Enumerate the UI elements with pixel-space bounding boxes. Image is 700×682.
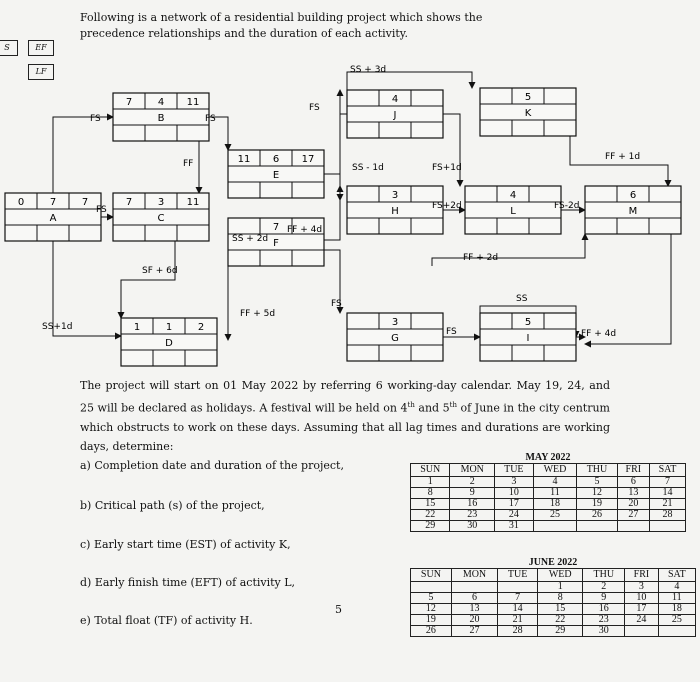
- relation-label: FS: [205, 114, 216, 124]
- calendar-date-cell: 3: [625, 582, 659, 593]
- calendar-week-row: [411, 582, 696, 593]
- calendar-date-cell: 4: [533, 477, 577, 488]
- calendar-date-cell: 9: [583, 593, 625, 604]
- calendar-day-header: TUE: [495, 464, 534, 477]
- node-es-value: 0: [17, 197, 25, 208]
- calendar-day-header: SAT: [658, 569, 695, 582]
- calendar-date-cell: 14: [498, 604, 538, 615]
- calendar-date-cell: 21: [498, 615, 538, 626]
- relation-label: SS + 2d: [232, 234, 269, 244]
- calendar-date-cell: 29: [538, 626, 583, 637]
- calendar-week-row: [411, 626, 696, 637]
- node-es-value: 1: [133, 322, 141, 333]
- relation-label: FS: [446, 327, 457, 337]
- node-duration: 4: [391, 94, 399, 105]
- node-activity-label: G: [391, 333, 399, 344]
- calendar-date-cell: 12: [577, 488, 617, 499]
- intro-line-2: precedence relationships and the duration of each activity.: [80, 27, 409, 40]
- margin-note-ef: EF: [28, 40, 54, 56]
- calendar-date-cell: [498, 582, 538, 593]
- calendar-day-header: WED: [533, 464, 577, 477]
- calendar-day-header: MON: [451, 569, 497, 582]
- activity-node-d: [121, 318, 217, 366]
- calendar-date-cell: 24: [625, 615, 659, 626]
- calendar-date-cell: 23: [450, 510, 495, 521]
- calendar-day-header: TUE: [498, 569, 538, 582]
- margin-note-lf: LF: [28, 64, 54, 80]
- calendar-week-row: [411, 521, 686, 532]
- node-duration: 5: [524, 317, 532, 328]
- activity-node-g: [347, 313, 443, 361]
- node-activity-label: K: [524, 108, 532, 119]
- activity-node-j: [347, 90, 443, 138]
- question-a: [80, 459, 344, 472]
- page-number: 5: [335, 603, 342, 616]
- calendar-date-cell: 13: [451, 604, 497, 615]
- calendar-date-cell: [533, 521, 577, 532]
- precedence-arrow: [443, 114, 460, 186]
- activity-node-b: [113, 93, 209, 141]
- calendar-june-2022: [410, 557, 696, 637]
- calendar-date-cell: [411, 582, 452, 593]
- node-duration: 4: [509, 190, 517, 201]
- node-es-value: 11: [237, 154, 251, 165]
- calendar-date-cell: 13: [617, 488, 649, 499]
- relation-label: SS - 1d: [352, 163, 384, 173]
- calendar-date-cell: 20: [451, 615, 497, 626]
- calendar-date-cell: [625, 626, 659, 637]
- calendar-date-cell: 25: [658, 615, 695, 626]
- calendar-date-cell: 27: [617, 510, 649, 521]
- question-c: [80, 538, 291, 551]
- intro-line-1: Following is a network of a residential building project which shows the: [80, 11, 483, 24]
- relation-label: FS-2d: [554, 201, 580, 211]
- calendar-day-header: SUN: [411, 569, 452, 582]
- calendar-date-cell: 16: [450, 499, 495, 510]
- relation-label: SS: [516, 294, 528, 304]
- calendar-date-cell: 1: [538, 582, 583, 593]
- relation-label: FS: [309, 103, 320, 113]
- calendar-date-cell: 5: [411, 593, 452, 604]
- node-duration: 3: [391, 317, 399, 328]
- calendar-date-cell: 25: [533, 510, 577, 521]
- node-duration: 6: [629, 190, 637, 201]
- relation-label: FS: [90, 114, 101, 124]
- question-label: a): [80, 459, 91, 472]
- relation-label: SS + 3d: [350, 65, 387, 75]
- calendar-week-row: [411, 593, 696, 604]
- activity-node-h: [347, 186, 443, 234]
- calendar-date-cell: 5: [577, 477, 617, 488]
- calendar-date-cell: 12: [411, 604, 452, 615]
- activity-node-m: [585, 186, 681, 234]
- question-e: [80, 614, 253, 627]
- calendar-title: MAY 2022: [525, 452, 571, 463]
- calendar-date-cell: 29: [411, 521, 450, 532]
- calendar-week-row: [411, 604, 696, 615]
- problem-paragraph: The project will start on 01 May 2022 by referring 6 working-day calendar. May 19, 24, and 25 will be declared as holidays. A festival will be held on 4th and 5th of June in the city centrum which obstructs to work on these days. Assuming that all lag times and durations are working days, determine:: [80, 379, 610, 454]
- calendar-day-header: THU: [577, 464, 617, 477]
- relation-label: FF + 4d: [287, 225, 323, 235]
- node-ef-value: 2: [197, 322, 205, 333]
- question-label: e): [80, 614, 91, 627]
- node-activity-label: A: [49, 213, 57, 224]
- calendar-date-cell: 22: [538, 615, 583, 626]
- relation-label: FF + 5d: [240, 309, 276, 319]
- calendar-date-cell: 24: [495, 510, 534, 521]
- node-activity-label: C: [157, 213, 165, 224]
- node-duration: 4: [157, 97, 165, 108]
- question-text: Completion date and duration of the project,: [94, 459, 344, 472]
- calendar-week-row: [411, 510, 686, 521]
- activity-node-i: [480, 313, 576, 361]
- calendar-date-cell: 28: [650, 510, 686, 521]
- node-activity-label: D: [165, 338, 173, 349]
- calendar-day-header: THU: [583, 569, 625, 582]
- calendar-date-cell: 1: [411, 477, 450, 488]
- precedence-arrow: [121, 241, 175, 318]
- activity-node-a: [5, 193, 101, 241]
- node-duration: 3: [157, 197, 165, 208]
- calendar-day-header: FRI: [625, 569, 659, 582]
- relation-label: FS+2d: [432, 201, 462, 211]
- node-duration: 3: [391, 190, 399, 201]
- calendar-date-cell: 19: [411, 615, 452, 626]
- activity-node-e: [228, 150, 324, 198]
- calendar-date-cell: 19: [577, 499, 617, 510]
- activity-node-k: [480, 88, 576, 136]
- calendar-date-cell: 15: [411, 499, 450, 510]
- question-b: [80, 499, 265, 512]
- calendar-date-cell: 30: [450, 521, 495, 532]
- node-activity-label: J: [393, 110, 397, 121]
- calendar-date-cell: 27: [451, 626, 497, 637]
- calendar-date-cell: 10: [495, 488, 534, 499]
- calendar-date-cell: 10: [625, 593, 659, 604]
- calendar-date-cell: 8: [538, 593, 583, 604]
- question-label: c): [80, 538, 91, 551]
- relation-label: FF + 1d: [605, 152, 641, 162]
- calendar-date-cell: [617, 521, 649, 532]
- question-label: d): [80, 576, 92, 589]
- node-ef-value: 17: [301, 154, 315, 165]
- calendar-date-cell: 9: [450, 488, 495, 499]
- node-ef-value: 7: [81, 197, 89, 208]
- calendar-date-cell: 14: [650, 488, 686, 499]
- calendar-date-cell: 17: [625, 604, 659, 615]
- node-duration: 7: [49, 197, 57, 208]
- node-duration: 1: [165, 322, 173, 333]
- relation-label: SS+1d: [42, 322, 73, 332]
- activity-node-c: [113, 193, 209, 241]
- calendar-date-cell: 17: [495, 499, 534, 510]
- node-activity-label: E: [272, 170, 280, 181]
- calendar-date-cell: 22: [411, 510, 450, 521]
- calendar-date-cell: 21: [650, 499, 686, 510]
- precedence-arrow: [324, 90, 340, 174]
- node-activity-label: B: [157, 113, 165, 124]
- node-es-value: 7: [125, 97, 133, 108]
- node-activity-label: F: [273, 238, 279, 249]
- node-es-value: 7: [125, 197, 133, 208]
- node-ef-value: 11: [186, 97, 200, 108]
- calendar-date-cell: 18: [658, 604, 695, 615]
- relation-label: FS+1d: [432, 163, 462, 173]
- question-text: Early finish time (EFT) of activity L,: [94, 576, 296, 589]
- calendar-date-cell: 26: [577, 510, 617, 521]
- relation-label: FF: [183, 159, 194, 169]
- question-d: [80, 576, 295, 589]
- calendar-date-cell: 2: [583, 582, 625, 593]
- relation-label: FS: [331, 299, 342, 309]
- relation-label: SF + 6d: [142, 266, 178, 276]
- calendar-date-cell: 4: [658, 582, 695, 593]
- calendar-day-header: WED: [538, 569, 583, 582]
- calendar-date-cell: 6: [617, 477, 649, 488]
- question-text: Critical path (s) of the project,: [94, 499, 265, 512]
- calendar-date-cell: [658, 626, 695, 637]
- question-label: b): [80, 499, 92, 512]
- calendar-date-cell: 15: [538, 604, 583, 615]
- activity-node-l: [465, 186, 561, 234]
- calendar-date-cell: 11: [533, 488, 577, 499]
- calendar-date-cell: 18: [533, 499, 577, 510]
- calendar-date-cell: 7: [498, 593, 538, 604]
- calendar-week-row: [411, 477, 686, 488]
- calendar-date-cell: 23: [583, 615, 625, 626]
- precedence-arrow: [585, 234, 671, 344]
- calendar-week-row: [411, 615, 696, 626]
- node-activity-label: I: [526, 333, 530, 344]
- node-duration: 6: [272, 154, 280, 165]
- question-text: Total float (TF) of activity H.: [94, 614, 253, 627]
- calendar-date-cell: [577, 521, 617, 532]
- node-duration: 5: [524, 92, 532, 103]
- calendar-may-2022: [410, 452, 686, 532]
- calendar-day-header: SUN: [411, 464, 450, 477]
- precedence-arrow: [53, 117, 113, 193]
- calendar-date-cell: 3: [495, 477, 534, 488]
- calendar-date-cell: [650, 521, 686, 532]
- relation-label: FF + 4d: [581, 329, 617, 339]
- calendar-date-cell: 7: [650, 477, 686, 488]
- margin-note-s: S: [0, 40, 18, 56]
- calendar-date-cell: 11: [658, 593, 695, 604]
- calendar-date-cell: 16: [583, 604, 625, 615]
- question-text: Early start time (EST) of activity K,: [93, 538, 291, 551]
- calendar-week-row: [411, 499, 686, 510]
- precedence-arrow: [340, 114, 347, 200]
- calendar-date-cell: 26: [411, 626, 452, 637]
- calendar-week-row: [411, 488, 686, 499]
- calendar-date-cell: 2: [450, 477, 495, 488]
- calendar-day-header: FRI: [617, 464, 649, 477]
- node-ef-value: 11: [186, 197, 200, 208]
- precedence-arrow: [324, 186, 340, 240]
- calendar-day-header: SAT: [650, 464, 686, 477]
- calendar-date-cell: 6: [451, 593, 497, 604]
- calendar-date-cell: 30: [583, 626, 625, 637]
- calendar-date-cell: 20: [617, 499, 649, 510]
- node-activity-label: L: [510, 206, 516, 217]
- node-duration: 7: [272, 222, 280, 233]
- relation-label: FS: [96, 205, 107, 215]
- precedence-arrow: [432, 234, 585, 266]
- calendar-date-cell: 31: [495, 521, 534, 532]
- node-activity-label: H: [391, 206, 399, 217]
- calendar-date-cell: 8: [411, 488, 450, 499]
- precedence-arrow: [561, 114, 668, 186]
- calendar-date-cell: [451, 582, 497, 593]
- node-activity-label: M: [628, 206, 638, 217]
- relation-label: FF + 2d: [463, 253, 499, 263]
- calendar-title: JUNE 2022: [528, 557, 578, 568]
- calendar-day-header: MON: [450, 464, 495, 477]
- calendar-date-cell: 28: [498, 626, 538, 637]
